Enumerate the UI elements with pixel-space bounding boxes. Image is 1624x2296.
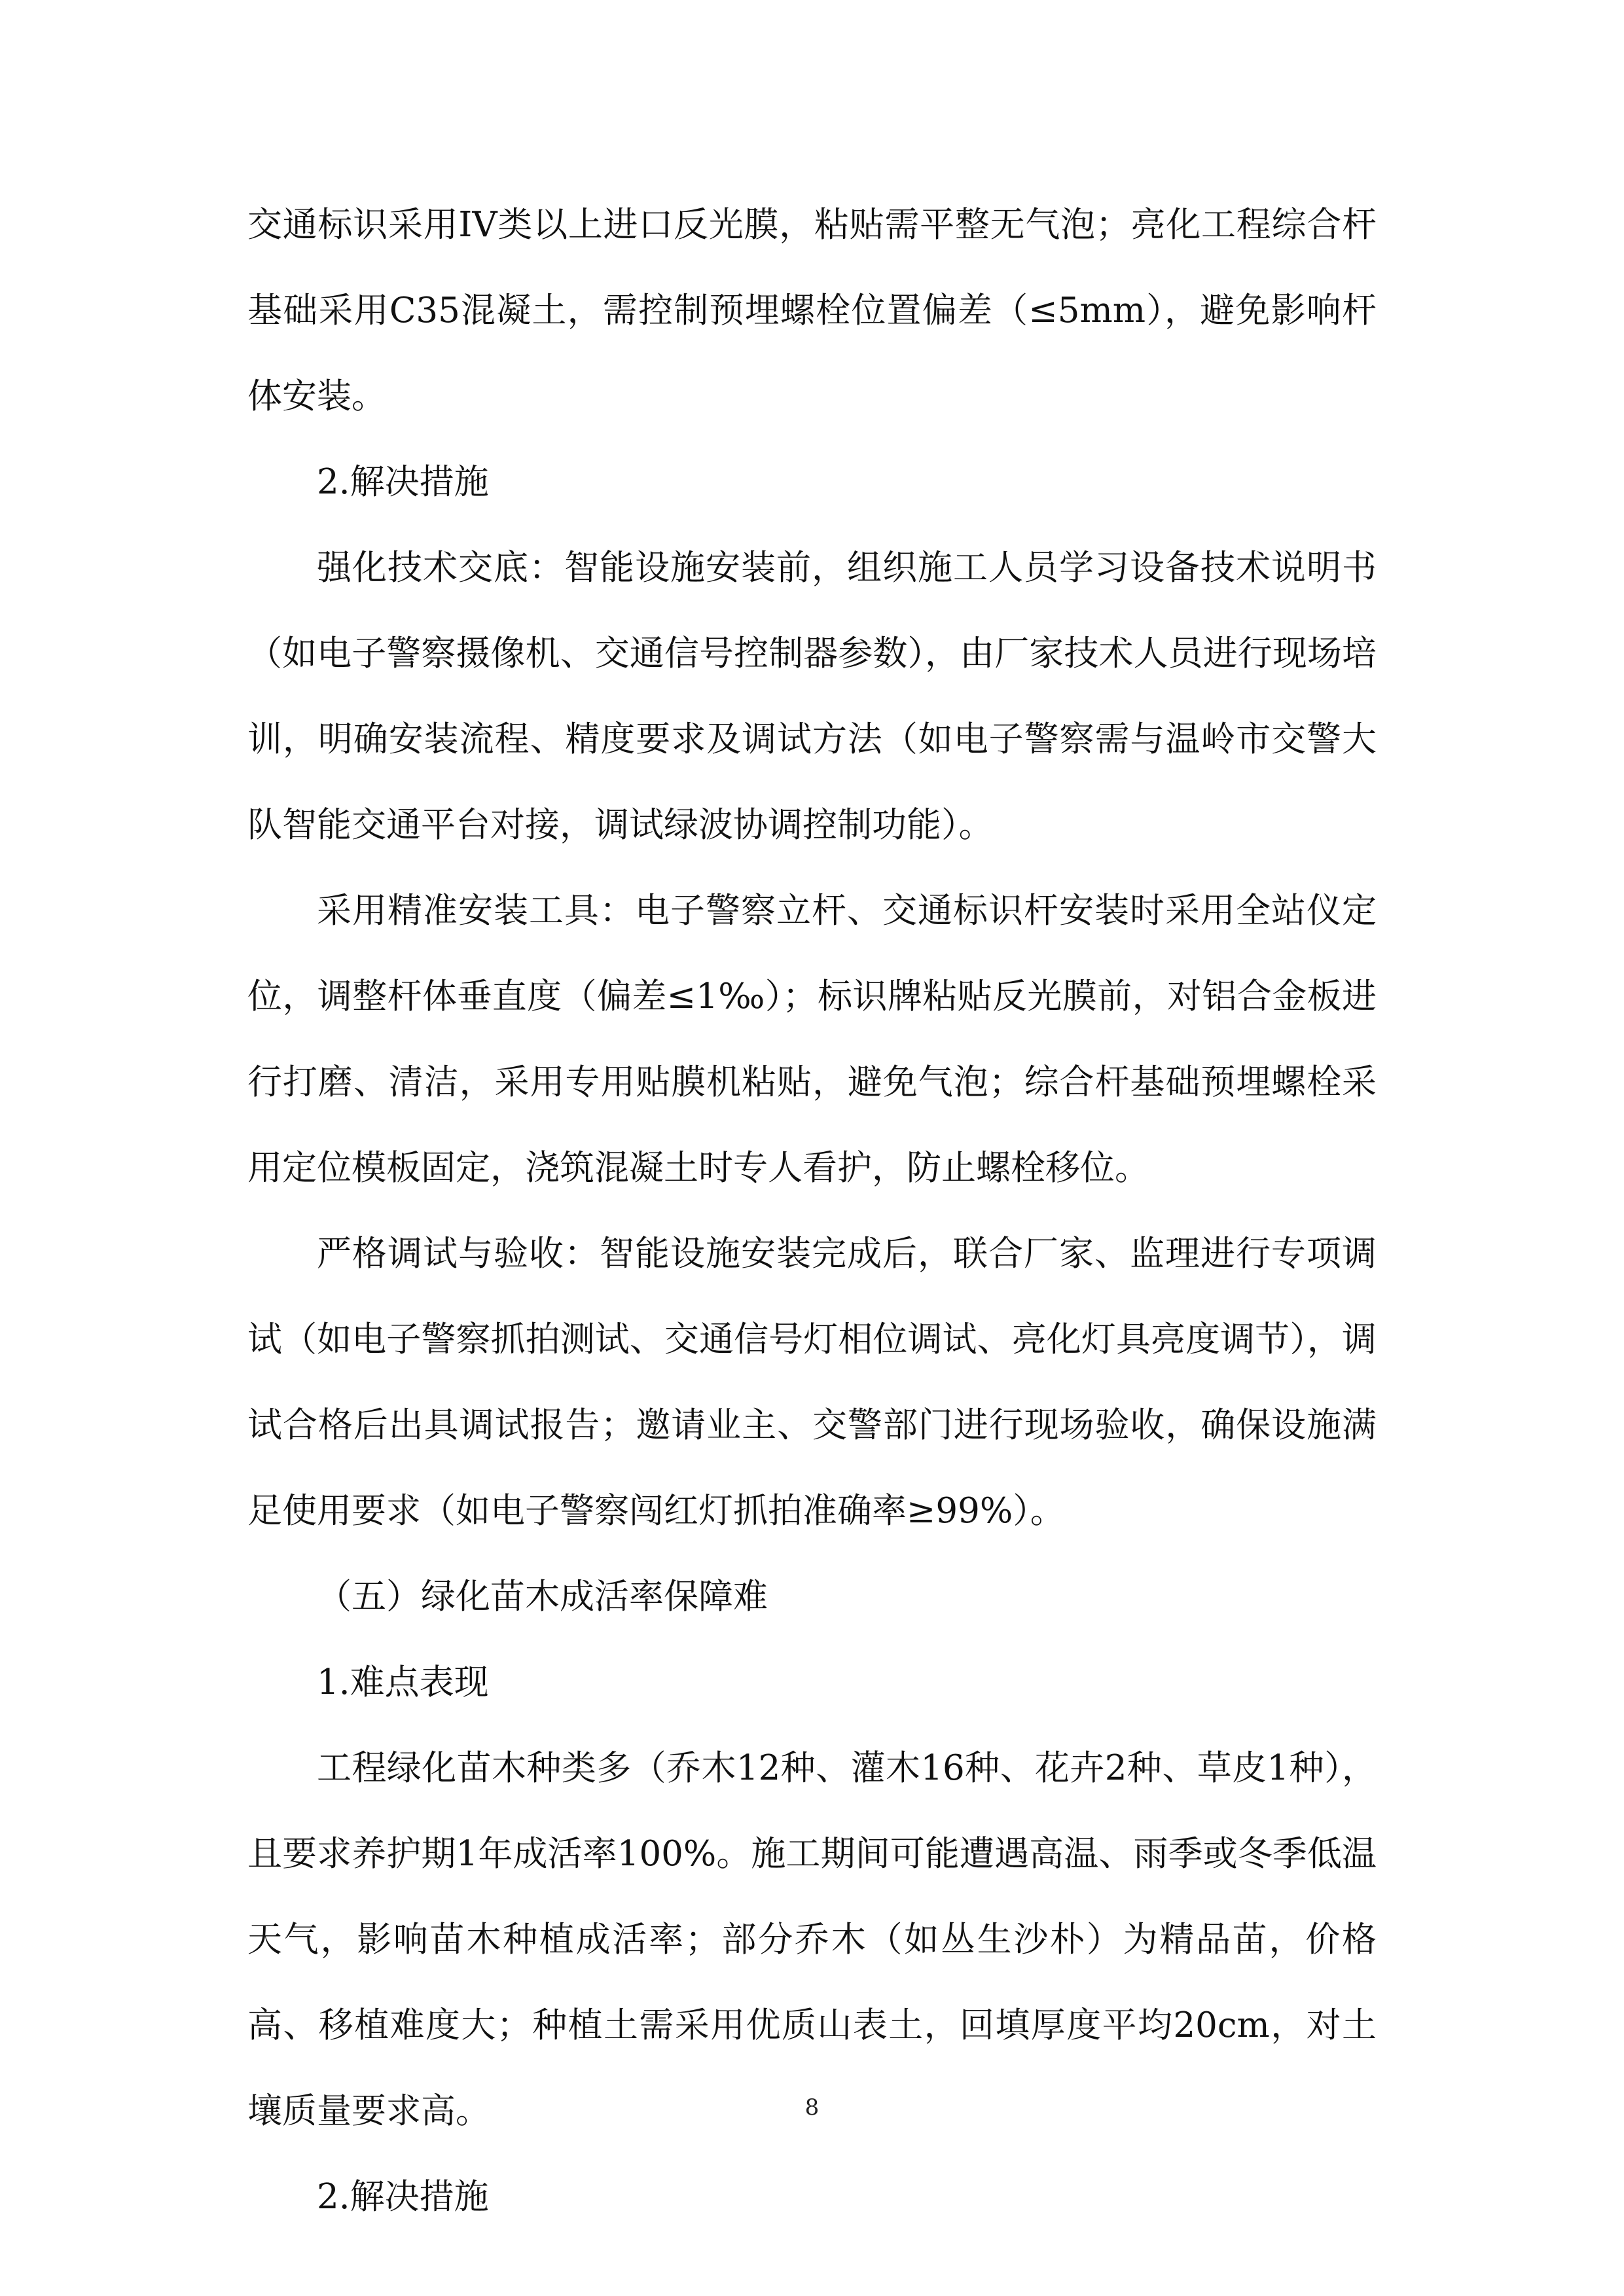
subheading-solutions-1: 2.解决措施 [317, 462, 489, 502]
subheading-solutions-2: 2.解决措施 [317, 2177, 489, 2217]
subheading-difficulty: 1.难点表现 [317, 1662, 489, 1702]
paragraph-precision-tools: 采用精准安装工具：电子警察立杆、交通标识杆安装时采用全站仪定位，调整杆体垂直度（偏差≤1‰）；标识牌粘贴反光膜前，对铝合金板进行打磨、清洁，采用专用贴膜机粘贴，避免气泡；综合杆基础预埋螺栓采用定位模板固定，浇筑混凝土时专人看护，防止螺栓移位。 [247, 891, 1377, 1188]
paragraph-debugging-acceptance: 严格调试与验收：智能设施安装完成后，联合厂家、监理进行专项调试（如电子警察抓拍测试、交通信号灯相位调试、亮化灯具亮度调节），调试合格后出具调试报告；邀请业主、交警部门进行现场验收，确保设施满足使用要求（如电子警察闯红灯抓拍准确率≥99%）。 [247, 1234, 1377, 1531]
page-number: 8 [804, 2094, 820, 2121]
paragraph-greening-difficulty: 工程绿化苗木种类多（乔木12种、灌木16种、花卉2种、草皮1种），且要求养护期1年成活率100%。施工期间可能遭遇高温、雨季或冬季低温天气，影响苗木种植成活率；部分乔木（如丛生沙朴）为精品苗，价格高、移植难度大；种植土需采用优质山表土，回填厚度平均20cm，对土壤质量要求高。 [247, 1748, 1377, 2131]
paragraph-continued-signage: 交通标识采用IV类以上进口反光膜，粘贴需平整无气泡；亮化工程综合杆基础采用C35混凝土，需控制预埋螺栓位置偏差（≤5mm），避免影响杆体安装。 [247, 205, 1377, 416]
paragraph-technical-briefing: 强化技术交底：智能设施安装前，组织施工人员学习设备技术说明书（如电子警察摄像机、交通信号控制器参数），由厂家技术人员进行现场培训，明确安装流程、精度要求及调试方法（如电子警察需与温岭市交警大队智能交通平台对接，调试绿波协调控制功能）。 [247, 548, 1377, 845]
page-body [247, 182, 1377, 2240]
section-heading-greening: （五）绿化苗木成活率保障难 [317, 1577, 768, 1617]
